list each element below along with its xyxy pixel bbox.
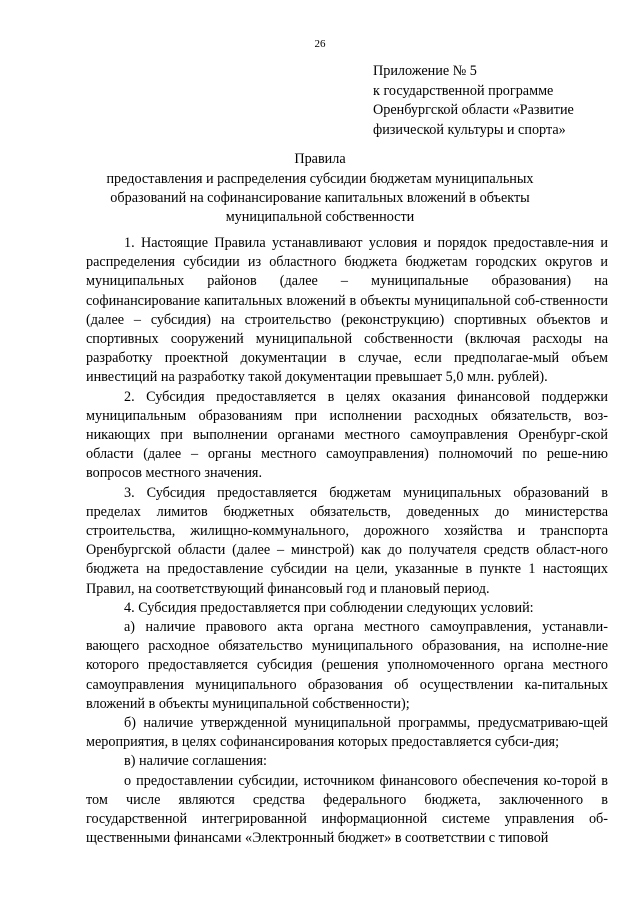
- paragraph-4c: в) наличие соглашения:: [124, 753, 267, 770]
- paragraph-3: 3. Субсидия предоставляется бюджетам муниципальных образований в пределах лимитов бюджетных обязательств, доведенных до министерства строительства, жилищно-коммунального, дорожного хозяйства и транспорта Оренбургской области (далее – минстрой) как до получателя средств област-ного бюджета на предоставление субсидии на цели, указанные в пункте 1 настоящих Правил, на соответствующий финансовый год и плановый период.: [86, 484, 608, 597]
- paragraph-4a: а) наличие правового акта органа местного самоуправления, устанавли-вающего расходное обязательство муниципального образования, на исполне-ние которого предоставляется субсидия (решения уполномоченного органа местного самоуправления муниципального образования об осуществлении ка-питальных вложений в объекты муниципальной собственности);: [86, 619, 608, 712]
- appendix-line: к государственной программе: [373, 82, 554, 99]
- document-body: [86, 234, 608, 849]
- appendix-line: Приложение № 5: [373, 63, 477, 79]
- document-subtitle-line: образований на софинансирование капитальных вложений в объекты: [110, 190, 530, 206]
- paragraph-4c-detail: о предоставлении субсидии, источником финансового обеспечения ко-торой в том числе являются средства федерального бюджета, заключенного в государственной интегрированной информационной системе управления об-щественными финансами «Электронный бюджет» в соответствии с типовой: [86, 772, 608, 847]
- document-title: Правила: [294, 151, 346, 167]
- page-number: 26: [314, 38, 326, 50]
- document-subtitle-line: предоставления и распределения субсидии бюджетам муниципальных: [106, 171, 534, 187]
- appendix-header: [373, 62, 633, 140]
- paragraph-4b: б) наличие утвержденной муниципальной программы, предусматриваю-щей мероприятия, в целях софинансирования которых предоставляется субси-дия;: [86, 715, 608, 751]
- paragraph-2: 2. Субсидия предоставляется в целях оказания финансовой поддержки муниципальным образованиям при исполнении расходных обязательств, воз-никающих при выполнении органами местного самоуправления Оренбург-ской области (далее – органы местного самоуправления) полномочий по реше-нию вопросов местного значения.: [86, 388, 608, 482]
- appendix-line: Оренбургской области «Развитие: [373, 102, 574, 119]
- paragraph-4: 4. Субсидия предоставляется при соблюдении следующих условий:: [124, 599, 534, 616]
- appendix-line: физической культуры и спорта»: [373, 121, 566, 138]
- document-title-block: [60, 150, 580, 227]
- document-subtitle-line: муниципальной собственности: [225, 209, 415, 225]
- paragraph-1: 1. Настоящие Правила устанавливают условия и порядок предоставле-ния и распределения субсидии из областного бюджета бюджетам городских округов и муниципальных районов (далее – муниципальные образования) на софинансирование капитальных вложений в объекты муниципальной соб-ственности (далее – субсидия) на строительство (реконструкцию) спортивных объектов и спортивных сооружений муниципальной собственности (включая расходы на разработку проектной документации в случае, если предполагае-мый объем инвестиций на разработку такой документации превышает 5,0 млн. рублей).: [86, 235, 608, 386]
